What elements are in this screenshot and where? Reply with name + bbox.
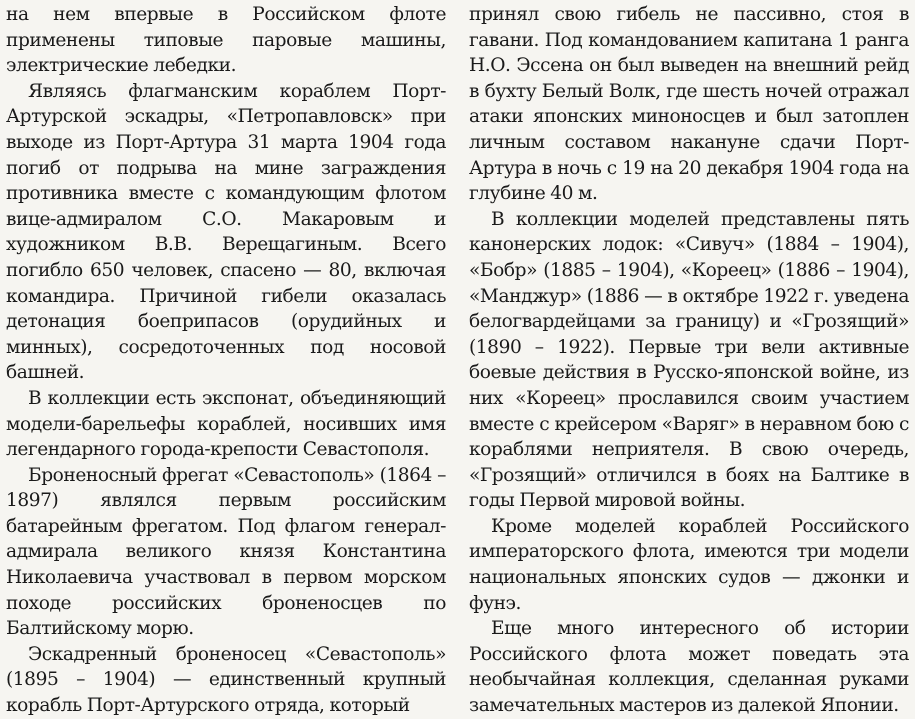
paragraph: Эскадренный броненосец «Севастополь» (1895 – 1904) — единственный крупный корабль Порт-Артурского отряда, который xyxy=(6,643,446,717)
paragraph: Кроме моделей кораблей Российского императорского флота, имеются три модели национальных японских судов — джонки и фунэ. xyxy=(469,515,909,614)
paragraph: Являясь флагманским кораблем Порт-Артурской эскадры, «Петропавловск» при выходе из Порт-Артура 31 марта 1904 года погиб от подрыва на мине заграждения противника вместе с командующим флотом вице-адмиралом С.О. Макаровым и художником В.В. Верещагиным. Всего погибло 650 человек, спасено — 80, включая командира. Причиной гибели оказалась детонация боеприпасов (орудийных и минных), сосредоточенных под носовой башней. xyxy=(6,80,446,384)
paragraph: В коллекции моделей представлены пять канонерских лодок: «Сивуч» (1884 – 1904), «Бобр» (1885 – 1904), «Кореец» (1886 – 1904), «Манджур» (1886 — в октябре 1922 г. уведена белогвардейцами за границу) и «Грозящий» (1890 – 1922). Первые три вели активные боевые действия в Русско-японской войне, из них «Кореец» прославился своим участием вместе с крейсером «Варяг» в неравном бою с кораблями неприятеля. В свою очередь, «Грозящий» отличился в боях на Балтике в годы Первой мировой войны. xyxy=(469,208,909,512)
paragraph: на нем впервые в Российском флоте применены типовые паровые машины, электрические лебедки. xyxy=(6,4,446,77)
paragraph: принял свою гибель не пассивно, стоя в гавани. Под командованием капитана 1 ранга Н.О. Эссена он был выведен на внешний рейд в бухту Белый Волк, где шесть ночей отражал атаки японских миноносцев и был затоплен личным составом накануне сдачи Порт-Артура в ночь с 19 на 20 декабря 1904 года на глубине 40 м. xyxy=(469,4,909,205)
left-column xyxy=(6,2,446,717)
paragraph: Еще много интересного об истории Российского флота может поведать эта необычайная коллекция, сделанная руками замечательных мастеров из далекой Японии. xyxy=(469,618,909,717)
right-column xyxy=(469,2,909,717)
paragraph: В коллекции есть экспонат, объединяющий модели-барельефы кораблей, носивших имя легендарного города-крепости Севастополя. xyxy=(6,387,446,461)
paragraph: Броненосный фрегат «Севастополь» (1864 – 1897) являлся первым российским батарейным фрегатом. Под флагом генерал-адмирала великого князя Константина Николаевича участвовал в первом морском походе российских броненосцев по Балтийскому морю. xyxy=(6,464,446,640)
